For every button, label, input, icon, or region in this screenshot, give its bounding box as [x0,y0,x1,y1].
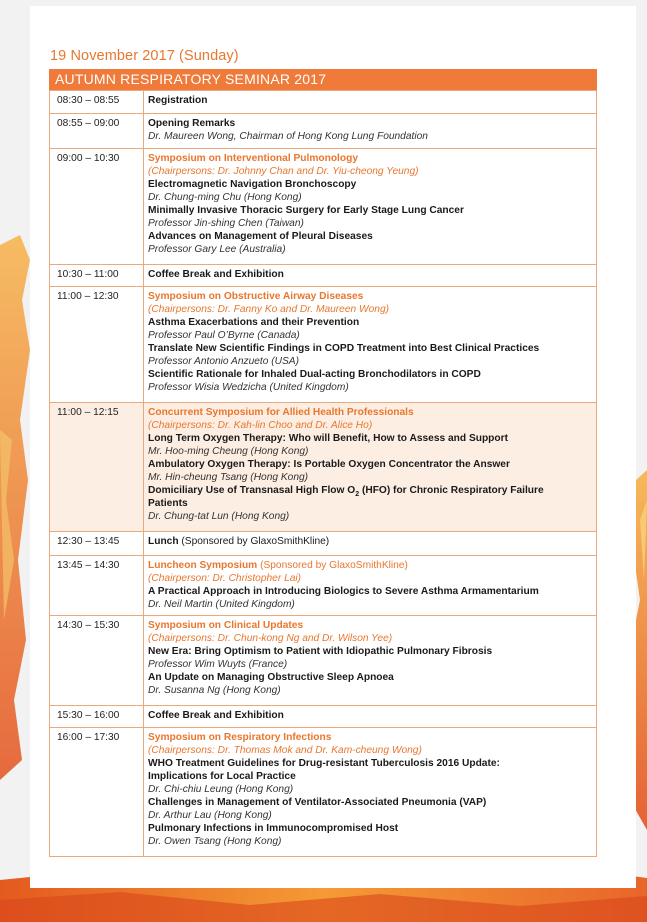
talk-title-line2: Patients [148,498,188,509]
table-row [50,287,597,403]
symposium-title: Concurrent Symposium for Allied Health Professionals [148,407,414,418]
talk-title: Pulmonary Infections in Immunocompromised Host [148,823,399,834]
session-cell [144,616,597,706]
time-cell: 10:30 – 11:00 [50,265,144,287]
session-cell [144,403,597,532]
talk-title: New Era: Bring Optimism to Patient with Idiopathic Pulmonary Fibrosis [148,646,493,657]
session-cell [144,114,597,149]
session-cell [144,149,597,265]
time-cell: 08:55 – 09:00 [50,114,144,149]
programme-table [49,90,597,857]
time-cell: 16:00 – 17:30 [50,728,144,857]
session-cell [144,91,597,114]
subscript: 2 [355,491,360,499]
speaker: Dr. Chi-chiu Leung (Hong Kong) [148,784,294,795]
time-cell: 12:30 – 13:45 [50,532,144,556]
symposium-title: Luncheon Symposium [148,560,258,571]
time-cell: 15:30 – 16:00 [50,706,144,728]
talk-title-part: (HFO) for Chronic Respiratory Failure [359,485,544,496]
session-cell [144,556,597,616]
speaker: Dr. Neil Martin (United Kingdom) [148,599,295,610]
session-title: Coffee Break and Exhibition [148,710,284,721]
session-cell [144,265,597,287]
chairpersons: (Chairpersons: Dr. Johnny Chan and Dr. Yiu-cheong Yeung) [148,166,419,177]
session-title: Registration [148,95,208,106]
chairpersons: (Chairpersons: Dr. Kah-lin Choo and Dr. Alice Ho) [148,420,373,431]
speaker: Professor Antonio Anzueto (USA) [148,356,299,367]
talk-title: Scientific Rationale for Inhaled Dual-acting Bronchodilators in COPD [148,369,481,380]
talk-title: Electromagnetic Navigation Bronchoscopy [148,179,357,190]
talk-title: Challenges in Management of Ventilator-Associated Pneumonia (VAP) [148,797,487,808]
table-row [50,114,597,149]
talk-title-line2: Implications for Local Practice [148,771,296,782]
time-cell: 11:00 – 12:30 [50,287,144,403]
talk-title: Minimally Invasive Thoracic Surgery for Early Stage Lung Cancer [148,205,464,216]
speaker: Mr. Hin-cheung Tsang (Hong Kong) [148,472,309,483]
session-cell [144,728,597,857]
speaker: Professor Wisia Wedzicha (United Kingdom) [148,382,349,393]
time-cell: 13:45 – 14:30 [50,556,144,616]
time-cell: 14:30 – 15:30 [50,616,144,706]
table-row [50,149,597,265]
session-cell [144,287,597,403]
talk-title-part: Domiciliary Use of Transnasal High Flow O [148,485,356,496]
table-row [50,265,597,287]
symposium-title: Symposium on Clinical Updates [148,620,304,631]
speaker: Professor Jin-shing Chen (Taiwan) [148,218,304,229]
table-row [50,91,597,114]
talk-title: Long Term Oxygen Therapy: Who will Benefit, How to Assess and Support [148,433,508,444]
talk-title: An Update on Managing Obstructive Sleep Apnoea [148,672,394,683]
sponsor-note: (Sponsored by GlaxoSmithKline) [257,560,408,571]
session-title: Lunch [148,536,179,547]
sponsor-note: (Sponsored by GlaxoSmithKline) [178,536,330,547]
speaker: Mr. Hoo-ming Cheung (Hong Kong) [148,446,309,457]
event-date: 19 November 2017 (Sunday) [50,48,239,64]
chairpersons: (Chairpersons: Dr. Fanny Ko and Dr. Maureen Wong) [148,304,390,315]
symposium-title: Symposium on Respiratory Infections [148,732,332,743]
symposium-title: Symposium on Interventional Pulmonology [148,153,358,164]
session-title: Coffee Break and Exhibition [148,269,284,280]
table-row [50,532,597,556]
talk-title: Translate New Scientific Findings in COPD Treatment into Best Clinical Practices [148,343,540,354]
session-title: Opening Remarks [148,118,236,129]
table-row [50,706,597,728]
speaker: Dr. Susanna Ng (Hong Kong) [148,685,281,696]
session-cell [144,706,597,728]
table-row [50,616,597,706]
speaker: Dr. Chung-ming Chu (Hong Kong) [148,192,302,203]
chairpersons: (Chairperson: Dr. Christopher Lai) [148,573,302,584]
seminar-title-bar: AUTUMN RESPIRATORY SEMINAR 2017 [49,69,597,90]
chairpersons: (Chairpersons: Dr. Thomas Mok and Dr. Kam-cheung Wong) [148,745,422,756]
speaker: Dr. Chung-tat Lun (Hong Kong) [148,511,290,522]
talk-title: Asthma Exacerbations and their Prevention [148,317,360,328]
chairpersons: (Chairpersons: Dr. Chun-kong Ng and Dr. Wilson Yee) [148,633,393,644]
speaker: Professor Wim Wuyts (France) [148,659,288,670]
time-cell: 11:00 – 12:15 [50,403,144,532]
talk-title: WHO Treatment Guidelines for Drug-resistant Tuberculosis 2016 Update: [148,758,500,769]
speaker: Dr. Maureen Wong, Chairman of Hong Kong Lung Foundation [148,131,428,142]
talk-title: Advances on Management of Pleural Diseases [148,231,373,242]
symposium-title: Symposium on Obstructive Airway Diseases [148,291,364,302]
talk-title: Ambulatory Oxygen Therapy: Is Portable Oxygen Concentrator the Answer [148,459,510,470]
time-cell: 09:00 – 10:30 [50,149,144,265]
table-row [50,556,597,616]
session-cell [144,532,597,556]
talk-title [148,484,593,497]
speaker: Professor Paul O’Byrne (Canada) [148,330,300,341]
table-row [50,403,597,532]
speaker: Dr. Owen Tsang (Hong Kong) [148,836,282,847]
time-cell: 08:30 – 08:55 [50,91,144,114]
table-row [50,728,597,857]
speaker: Dr. Arthur Lau (Hong Kong) [148,810,272,821]
speaker: Professor Gary Lee (Australia) [148,244,286,255]
talk-title: A Practical Approach in Introducing Biologics to Severe Asthma Armamentarium [148,586,539,597]
